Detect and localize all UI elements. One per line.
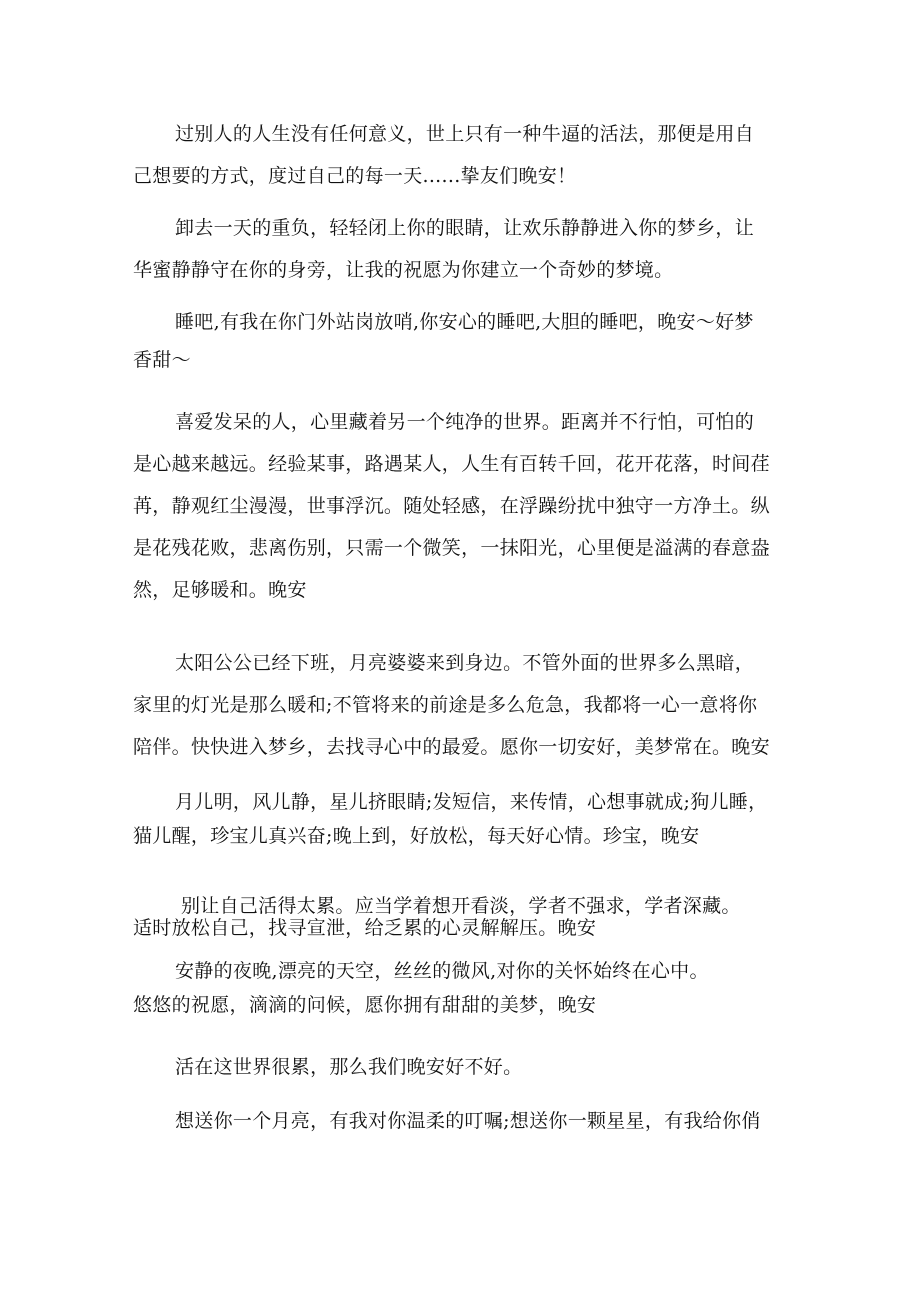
paragraph-line: 陪伴。快快进入梦乡，去找寻心中的最爱。愿你一切安好，美梦常在。晚安: [133, 736, 770, 758]
paragraph-line: 过别人的人生没有任何意义，世上只有一种牛逼的活法，那便是用自: [175, 123, 755, 145]
paragraph-line: 悠悠的祝愿，滴滴的问候，愿你拥有甜甜的美梦，晚安: [133, 994, 597, 1016]
paragraph-line: 月儿明，风儿静，星儿挤眼睛;发短信，来传情，心想事就成;狗儿睡，: [175, 791, 768, 813]
paragraph-line: 家里的灯光是那么暖和;不管将来的前途是多么危急，我都将一心一意将你: [133, 694, 758, 716]
paragraph-line: 猫儿醒，珍宝儿真兴奋;晚上到，好放松，每天好心情。珍宝，晚安: [133, 825, 700, 847]
paragraph-line: 己想要的方式，度过自己的每一天......挚友们晚安！: [133, 165, 577, 187]
paragraph-line: 别让自己活得太累。应当学着想开看淡，学者不强求，学者深藏。: [181, 895, 741, 917]
paragraph-5: [133, 650, 793, 761]
paragraph-line: 是心越来越远。经验某事，路遇某人，人生有百转千回，花开花落，时间荏: [133, 453, 770, 475]
paragraph-line: 活在这世界很累，那么我们晚安好不好。: [175, 1056, 523, 1078]
paragraph-line: 卸去一天的重负，轻轻闭上你的眼睛，让欢乐静静进入你的梦乡，让: [175, 217, 755, 239]
paragraph-1: [133, 121, 793, 190]
paragraph-2: [133, 215, 793, 284]
paragraph-4: [133, 409, 793, 604]
paragraph-line: 是花残花败，悲离伤别，只需一个微笑，一抹阳光，心里便是溢满的春意盎: [133, 537, 770, 559]
paragraph-line: 然，足够暖和。晚安: [133, 579, 307, 601]
paragraph-line: 华蜜静静守在你的身旁，让我的祝愿为你建立一个奇妙的梦境。: [133, 259, 674, 281]
paragraph-line: 想送你一个月亮，有我对你温柔的叮嘱;想送你一颗星星，有我给你俏: [175, 1110, 761, 1132]
paragraph-line: 安静的夜晚,漂亮的天空，丝丝的微风,对你的关怀始终在心中。: [175, 960, 709, 982]
paragraph-line: 苒，静观红尘漫漫，世事浮沉。随处轻感，在浮躁纷扰中独守一方净土。纵: [133, 495, 770, 517]
paragraph-6: [133, 789, 793, 850]
paragraph-10: [133, 1108, 793, 1135]
paragraph-line: 适时放松自己，找寻宣泄，给乏累的心灵解解压。晚安: [133, 917, 597, 939]
paragraph-8: [133, 958, 793, 1019]
paragraph-line: 香甜～: [133, 349, 191, 371]
paragraph-3: [133, 309, 793, 374]
paragraph-9: [133, 1054, 793, 1081]
paragraph-line: 太阳公公已经下班，月亮婆婆来到身边。不管外面的世界多么黑暗，: [175, 652, 755, 674]
paragraph-line: 喜爱发呆的人，心里藏着另一个纯净的世界。距离并不行怕，可怕的: [175, 411, 755, 433]
paragraph-7: [133, 893, 793, 942]
paragraph-line: 睡吧,有我在你门外站岗放哨,你安心的睡吧,大胆的睡吧，晚安～好梦: [175, 311, 754, 333]
